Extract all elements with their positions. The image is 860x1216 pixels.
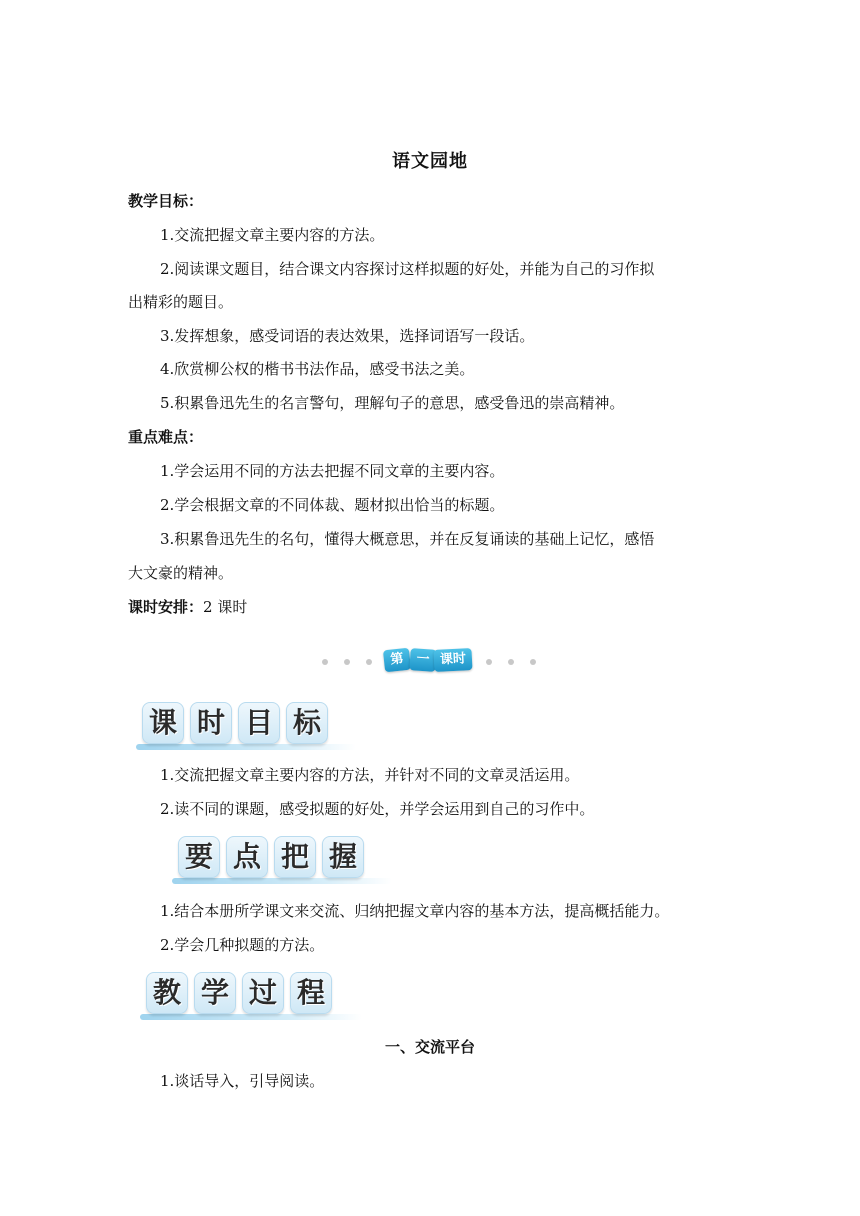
process-subheading: 一、交流平台	[384, 1038, 475, 1056]
key-point-item-continued: 大文豪的精神。	[128, 564, 234, 582]
goals-heading: 教学目标：	[128, 192, 204, 210]
goal-item: 2.阅读课文题目，结合课文内容探讨这样拟题的好处，并能为自己的习作拟	[160, 260, 655, 278]
banner-char: 时	[190, 702, 232, 744]
lesson-goal-item: 1.交流把握文章主要内容的方法，并针对不同的文章灵活运用。	[160, 766, 580, 784]
page-title: 语文园地	[392, 151, 468, 172]
banner-underline	[136, 744, 356, 750]
key-point-item: 3.积累鲁迅先生的名句，懂得大概意思，并在反复诵读的基础上记忆，感悟	[160, 530, 655, 548]
divider-dot	[508, 659, 514, 665]
session-badge-char: 一	[409, 648, 436, 672]
banner-char: 标	[286, 702, 328, 744]
divider-dot	[366, 659, 372, 665]
banner-char: 把	[274, 836, 316, 878]
session-badge-char: 课时	[433, 648, 472, 672]
goal-item: 4.欣赏柳公权的楷书书法作品，感受书法之美。	[160, 360, 475, 378]
essential-item: 2.学会几种拟题的方法。	[160, 936, 325, 954]
divider-dot	[530, 659, 536, 665]
schedule	[128, 596, 247, 618]
key-point-item: 1.学会运用不同的方法去把握不同文章的主要内容。	[160, 462, 505, 480]
essential-item: 1.结合本册所学课文来交流、归纳把握文章内容的基本方法，提高概括能力。	[160, 902, 670, 920]
process-item: 1.谈话导入，引导阅读。	[160, 1072, 325, 1090]
divider-dot	[344, 659, 350, 665]
session-badge-char: 第	[383, 648, 411, 673]
banner-underline	[140, 1014, 362, 1020]
goal-item-continued: 出精彩的题目。	[128, 293, 234, 311]
session-divider	[0, 648, 860, 676]
divider-dot	[322, 659, 328, 665]
goal-item: 3.发挥想象，感受词语的表达效果，选择词语写一段话。	[160, 327, 535, 345]
banner-char: 目	[238, 702, 280, 744]
goal-item: 5.积累鲁迅先生的名言警句，理解句子的意思，感受鲁迅的崇高精神。	[160, 394, 625, 412]
lesson-goal-item: 2.读不同的课题，感受拟题的好处，并学会运用到自己的习作中。	[160, 800, 595, 818]
banner-char: 学	[194, 972, 236, 1014]
banner-char: 教	[146, 972, 188, 1014]
banner-underline	[172, 878, 392, 884]
banner-char: 课	[142, 702, 184, 744]
process-banner	[140, 970, 362, 1022]
banner-char: 程	[290, 972, 332, 1014]
banner-char: 要	[178, 836, 220, 878]
divider-dot	[486, 659, 492, 665]
key-points-heading: 重点难点：	[128, 428, 204, 446]
key-point-item: 2.学会根据文章的不同体裁、题材拟出恰当的标题。	[160, 496, 505, 514]
banner-char: 点	[226, 836, 268, 878]
banner-char: 握	[322, 836, 364, 878]
essentials-banner	[172, 834, 392, 886]
lesson-goals-banner	[136, 700, 356, 752]
banner-char: 过	[242, 972, 284, 1014]
goal-item: 1.交流把握文章主要内容的方法。	[160, 226, 385, 244]
schedule-label: 课时安排：	[128, 598, 204, 616]
schedule-value: 2 课时	[203, 598, 248, 616]
session-badge	[384, 649, 476, 673]
